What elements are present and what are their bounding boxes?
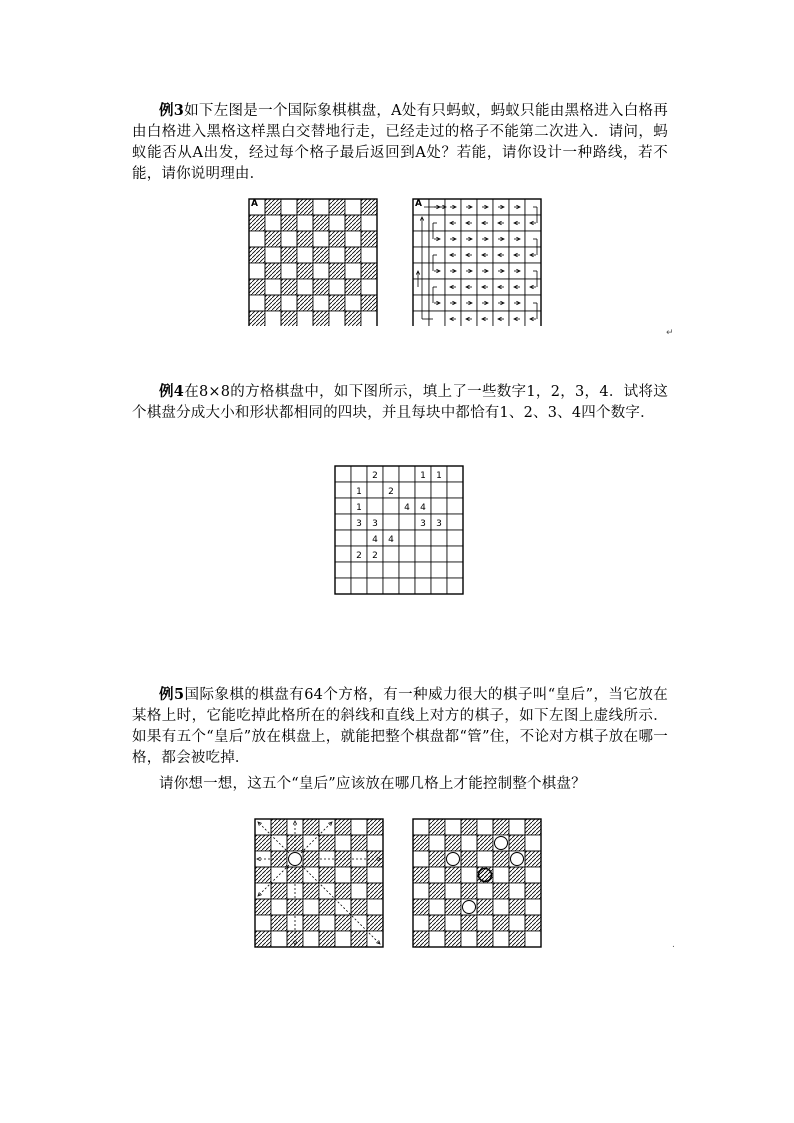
light-square: [431, 482, 447, 498]
light-square: [367, 482, 383, 498]
light-square: [313, 231, 329, 247]
light-square: [493, 867, 509, 883]
light-square: [351, 883, 367, 899]
dark-square: [281, 279, 297, 295]
light-square: [303, 867, 319, 883]
light-square: [383, 498, 399, 514]
light-square: [297, 311, 313, 326]
dark-square: [493, 851, 509, 867]
dark-square: [281, 311, 297, 326]
light-square: [335, 546, 351, 562]
light-square: [249, 263, 265, 279]
light-square: [431, 562, 447, 578]
grid-number: 4: [404, 503, 410, 513]
dark-square: [351, 835, 367, 851]
grid-number: 1: [356, 503, 362, 513]
light-square: [335, 578, 351, 594]
dark-square: [271, 915, 287, 931]
light-square: [447, 530, 463, 546]
dark-square: [525, 915, 541, 931]
dark-square: [319, 867, 335, 883]
light-square: [415, 578, 431, 594]
light-square: [477, 851, 493, 867]
light-square: [313, 263, 329, 279]
light-square: [461, 835, 477, 851]
light-square: [329, 215, 345, 231]
grid-number: 3: [436, 519, 442, 529]
dark-square: [477, 931, 493, 947]
light-square: [367, 562, 383, 578]
light-square: [351, 466, 367, 482]
light-square: [319, 915, 335, 931]
chessboard-plain: [248, 198, 378, 326]
example-3-paragraph: [132, 100, 668, 185]
dark-square: [271, 819, 287, 835]
light-square: [361, 279, 377, 295]
light-square: [329, 247, 345, 263]
dark-square: [525, 883, 541, 899]
light-square: [367, 498, 383, 514]
light-square: [335, 931, 351, 947]
dark-square: [461, 851, 477, 867]
dark-square: [445, 867, 461, 883]
light-square: [525, 835, 541, 851]
light-square: [477, 819, 493, 835]
dark-square: [509, 931, 525, 947]
light-square: [413, 231, 429, 247]
light-square: [335, 530, 351, 546]
light-square: [429, 311, 445, 326]
grid-number: 4: [388, 535, 394, 545]
light-square: [477, 311, 493, 326]
dark-square: [249, 279, 265, 295]
light-square: [509, 819, 525, 835]
light-square: [383, 562, 399, 578]
light-square: [383, 546, 399, 562]
dark-square: [265, 231, 281, 247]
dark-square: [329, 231, 345, 247]
dark-square: [329, 199, 345, 215]
light-square: [461, 931, 477, 947]
dark-square: [367, 819, 383, 835]
dark-square: [429, 915, 445, 931]
dark-square: [297, 199, 313, 215]
five-queens-board: [412, 818, 542, 948]
queen-piece: [479, 869, 492, 882]
light-square: [447, 482, 463, 498]
dark-square: [335, 819, 351, 835]
example-5-label: 例5: [159, 686, 185, 703]
dark-square: [445, 899, 461, 915]
light-square: [313, 199, 329, 215]
light-square: [431, 546, 447, 562]
light-square: [351, 562, 367, 578]
grid-number: 1: [356, 487, 362, 497]
dark-square: [445, 835, 461, 851]
light-square: [413, 311, 429, 326]
dark-square: [281, 215, 297, 231]
grid-number: 2: [388, 487, 394, 497]
light-square: [249, 231, 265, 247]
dark-square: [477, 899, 493, 915]
route-corner-label-a: A: [415, 199, 422, 209]
grid-number: 4: [372, 535, 378, 545]
light-square: [399, 546, 415, 562]
corner-label-a: A: [251, 199, 258, 209]
light-square: [399, 562, 415, 578]
grid-number: 2: [356, 551, 362, 561]
example-3-text: 如下左图是一个国际象棋棋盘，A处有只蚂蚁，蚂蚁只能由黑格进入白格再由白格进入黑格这样黑白交替地行走，已经走过的格子不能第二次进入．请问，蚂蚁能否从A出发，经过每个格子最后返回到A处？若能，请你设计一种路线，若不能，请你说明理由．: [132, 103, 668, 182]
dark-square: [461, 883, 477, 899]
dark-square: [361, 295, 377, 311]
light-square: [367, 867, 383, 883]
light-square: [335, 514, 351, 530]
light-square: [335, 466, 351, 482]
light-square: [413, 295, 429, 311]
light-square: [447, 546, 463, 562]
dark-square: [361, 263, 377, 279]
light-square: [525, 931, 541, 947]
dark-square: [313, 215, 329, 231]
light-square: [413, 279, 429, 295]
light-square: [429, 931, 445, 947]
light-square: [335, 867, 351, 883]
dark-square: [303, 819, 319, 835]
light-square: [477, 915, 493, 931]
chessboard-route: [412, 198, 542, 326]
light-square: [461, 311, 477, 326]
light-square: [271, 899, 287, 915]
light-square: [415, 482, 431, 498]
light-square: [413, 819, 429, 835]
dark-square: [461, 819, 477, 835]
dark-square: [525, 819, 541, 835]
light-square: [413, 851, 429, 867]
light-square: [477, 883, 493, 899]
light-square: [383, 514, 399, 530]
example-3-label: 例3: [159, 102, 185, 119]
dark-square: [345, 279, 361, 295]
grid-number: 2: [372, 551, 378, 561]
light-square: [367, 835, 383, 851]
dark-square: [255, 867, 271, 883]
light-square: [413, 247, 429, 263]
dark-square: [413, 899, 429, 915]
light-square: [271, 867, 287, 883]
light-square: [383, 466, 399, 482]
dark-square: [351, 899, 367, 915]
light-square: [447, 578, 463, 594]
dark-square: [477, 835, 493, 851]
dark-square: [319, 899, 335, 915]
dark-square: [255, 899, 271, 915]
light-square: [415, 562, 431, 578]
light-square: [509, 915, 525, 931]
light-square: [413, 263, 429, 279]
dark-square: [255, 835, 271, 851]
dark-square: [509, 835, 525, 851]
light-square: [447, 562, 463, 578]
light-square: [493, 311, 509, 326]
dark-square: [265, 199, 281, 215]
dark-square: [345, 247, 361, 263]
light-square: [329, 279, 345, 295]
light-square: [415, 530, 431, 546]
dark-square: [265, 263, 281, 279]
light-square: [351, 530, 367, 546]
example-4-text: 在8×8的方格棋盘中，如下图所示，填上了一些数字1，2，3，4．试将这个棋盘分成大小和形状都相同的四块，并且每块中都恰有1、2、3、4四个数字．: [132, 384, 668, 421]
dark-square: [313, 279, 329, 295]
light-square: [431, 578, 447, 594]
light-square: [271, 835, 287, 851]
light-square: [399, 530, 415, 546]
light-square: [413, 883, 429, 899]
grid-number: 3: [356, 519, 362, 529]
queen-piece: [511, 853, 524, 866]
return-mark: ↵: [666, 328, 674, 338]
example-4-paragraph: [132, 381, 668, 424]
dark-square: [525, 851, 541, 867]
light-square: [431, 530, 447, 546]
dark-square: [281, 247, 297, 263]
dark-square: [303, 883, 319, 899]
light-square: [351, 819, 367, 835]
light-square: [399, 466, 415, 482]
light-square: [345, 263, 361, 279]
light-square: [415, 546, 431, 562]
dark-square: [335, 883, 351, 899]
example-4-label: 例4: [159, 383, 185, 400]
light-square: [493, 931, 509, 947]
light-square: [303, 899, 319, 915]
light-square: [429, 867, 445, 883]
light-square: [361, 311, 377, 326]
example-5-question: 请你想一想，这五个“皇后”应该放在哪几格上才能控制整个棋盘？: [159, 776, 586, 792]
light-square: [249, 295, 265, 311]
dark-square: [413, 931, 429, 947]
light-square: [461, 867, 477, 883]
dark-square: [319, 835, 335, 851]
dark-square: [345, 215, 361, 231]
light-square: [445, 915, 461, 931]
dark-square: [367, 883, 383, 899]
grid-number: 1: [436, 471, 442, 481]
light-square: [493, 899, 509, 915]
queen-piece: [447, 853, 460, 866]
light-square: [399, 482, 415, 498]
light-square: [351, 578, 367, 594]
light-square: [335, 562, 351, 578]
light-square: [413, 215, 429, 231]
light-square: [445, 819, 461, 835]
light-square: [447, 498, 463, 514]
light-square: [445, 883, 461, 899]
dark-square: [297, 263, 313, 279]
light-square: [413, 915, 429, 931]
dark-square: [265, 295, 281, 311]
dark-square: [413, 867, 429, 883]
light-square: [281, 263, 297, 279]
end-mark: .: [672, 940, 675, 950]
light-square: [281, 295, 297, 311]
dark-square: [329, 263, 345, 279]
dark-square: [413, 835, 429, 851]
dark-square: [351, 867, 367, 883]
dark-square: [361, 199, 377, 215]
dark-square: [335, 915, 351, 931]
light-square: [429, 899, 445, 915]
light-square: [447, 514, 463, 530]
dark-square: [493, 819, 509, 835]
light-square: [399, 578, 415, 594]
light-square: [445, 311, 461, 326]
light-square: [367, 899, 383, 915]
queen-piece: [463, 901, 476, 914]
grid-number: 3: [420, 519, 426, 529]
light-square: [509, 883, 525, 899]
light-square: [431, 498, 447, 514]
queen-piece: [289, 853, 302, 866]
light-square: [367, 578, 383, 594]
light-square: [525, 867, 541, 883]
dark-square: [445, 931, 461, 947]
dark-square: [313, 247, 329, 263]
dark-square: [249, 247, 265, 263]
light-square: [265, 215, 281, 231]
example-5-text: 国际象棋的棋盘有64个方格，有一种威力很大的棋子叫“皇后”，当它放在某格上时，它能吃掉此格所在的斜线和直线上对方的棋子，如下左图上虚线所示．如果有五个“皇后”放在棋盘上，就能把整个棋盘都“管”住，不论对方棋子放在哪一格，都会被吃掉．: [132, 687, 668, 766]
dark-square: [345, 311, 361, 326]
grid-number: 1: [420, 471, 426, 481]
light-square: [335, 835, 351, 851]
light-square: [447, 466, 463, 482]
dark-square: [493, 915, 509, 931]
light-square: [281, 199, 297, 215]
light-square: [297, 279, 313, 295]
dark-square: [297, 295, 313, 311]
light-square: [345, 295, 361, 311]
light-square: [303, 931, 319, 947]
dark-square: [351, 931, 367, 947]
light-square: [281, 231, 297, 247]
queen-piece: [495, 837, 508, 850]
dark-square: [429, 883, 445, 899]
grid-number: 2: [372, 471, 378, 481]
light-square: [345, 231, 361, 247]
light-square: [303, 835, 319, 851]
light-square: [265, 279, 281, 295]
queen-attack-board: [254, 818, 384, 948]
light-square: [271, 931, 287, 947]
dark-square: [297, 231, 313, 247]
dark-square: [255, 931, 271, 947]
light-square: [361, 215, 377, 231]
light-square: [361, 247, 377, 263]
dark-square: [303, 915, 319, 931]
light-square: [297, 215, 313, 231]
dark-square: [249, 215, 265, 231]
light-square: [265, 247, 281, 263]
dark-square: [313, 311, 329, 326]
light-square: [345, 199, 361, 215]
grid-number: 3: [372, 519, 378, 529]
dark-square: [509, 899, 525, 915]
light-square: [335, 498, 351, 514]
light-square: [429, 835, 445, 851]
light-square: [329, 311, 345, 326]
dark-square: [319, 931, 335, 947]
dark-square: [329, 295, 345, 311]
light-square: [313, 295, 329, 311]
light-square: [399, 514, 415, 530]
example-5-paragraph: [132, 684, 668, 769]
light-square: [297, 247, 313, 263]
light-square: [335, 899, 351, 915]
dark-square: [509, 867, 525, 883]
light-square: [265, 311, 281, 326]
light-square: [525, 311, 541, 326]
dark-square: [461, 915, 477, 931]
light-square: [509, 311, 525, 326]
dark-square: [249, 311, 265, 326]
dark-square: [361, 231, 377, 247]
grid-number: 4: [420, 503, 426, 513]
dark-square: [429, 851, 445, 867]
light-square: [255, 915, 271, 931]
dark-square: [493, 883, 509, 899]
light-square: [335, 482, 351, 498]
dark-square: [429, 819, 445, 835]
light-square: [383, 578, 399, 594]
dark-square: [271, 883, 287, 899]
light-square: [525, 899, 541, 915]
dark-square: [367, 915, 383, 931]
number-grid: [334, 465, 464, 595]
